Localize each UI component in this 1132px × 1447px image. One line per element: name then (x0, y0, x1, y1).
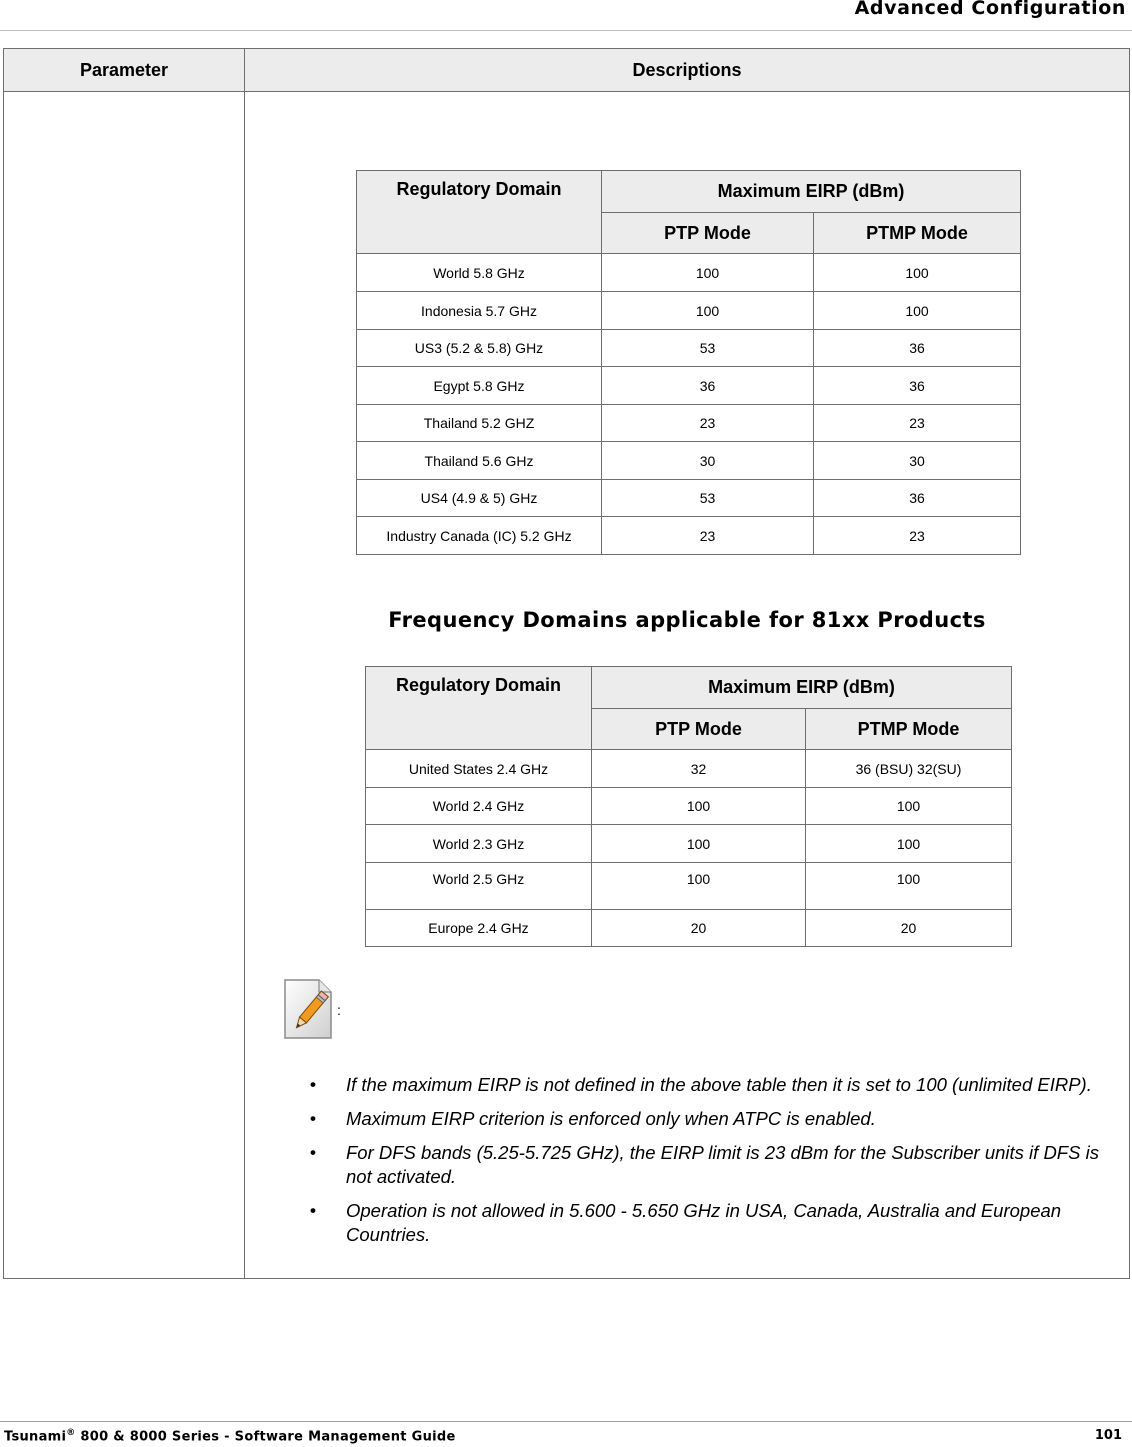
table1-cell-ptp: 36 (602, 367, 814, 405)
table1-cell-ptp: 100 (602, 254, 814, 292)
table2-cell-ptp: 100 (592, 825, 806, 863)
table1-cell-ptmp: 36 (814, 367, 1021, 405)
table2-cell-domain: Europe 2.4 GHz (366, 910, 592, 947)
bullet-mark: • (310, 1143, 316, 1162)
table-row (357, 254, 1021, 292)
footer-reg-mark: ® (66, 1428, 76, 1438)
column-header-descriptions: Descriptions (632, 60, 742, 80)
table2-col-ptmp-mode: PTMP Mode (806, 709, 1012, 750)
table2-col-ptp-mode: PTP Mode (592, 709, 806, 750)
table1-cell-ptmp: 100 (814, 292, 1021, 330)
table1-col-ptp-mode: PTP Mode (602, 213, 814, 254)
column-header-parameter: Parameter (79, 60, 169, 80)
page-header (0, 0, 1132, 31)
table1-col-regulatory-domain: Regulatory Domain (357, 171, 602, 254)
table1-cell-domain: US3 (5.2 & 5.8) GHz (357, 330, 602, 367)
table2-col-regulatory-domain: Regulatory Domain (366, 667, 592, 750)
footer-guide: 800 & 8000 Series - Software Management Guide (75, 1429, 456, 1445)
table-row (357, 405, 1021, 442)
section-heading-81xx: Frequency Domains applicable for 81xx Products (388, 608, 986, 632)
table2-cell-ptmp: 100 (806, 788, 1012, 825)
table2-cell-ptmp: 36 (BSU) 32(SU) (806, 750, 1012, 788)
table2-cell-ptp: 100 (592, 863, 806, 910)
table2-col-max-eirp: Maximum EIRP (dBm) (592, 667, 1012, 709)
bullet-mark: • (310, 1109, 316, 1128)
table2-cell-ptp: 20 (592, 910, 806, 947)
table1-cell-ptmp: 23 (814, 517, 1021, 555)
table-row (357, 292, 1021, 330)
footer-brand: Tsunami (4, 1429, 67, 1445)
bullet-mark: • (310, 1075, 316, 1094)
table-row (357, 480, 1021, 517)
table2-cell-ptp: 32 (592, 750, 806, 788)
footer-guide-title (4, 1428, 456, 1444)
note-label-colon: : (337, 1002, 341, 1018)
table-row (357, 517, 1021, 555)
table1-cell-ptp: 23 (602, 517, 814, 555)
eirp-table-81xx (365, 666, 1012, 947)
table1-cell-ptmp: 100 (814, 254, 1021, 292)
note-item-text: If the maximum EIRP is not defined in the above table then it is set to 100 (unlimited EIRP). (346, 1074, 1092, 1095)
table-row (366, 788, 1012, 825)
table1-cell-domain: US4 (4.9 & 5) GHz (357, 480, 602, 517)
table1-col-max-eirp: Maximum EIRP (dBm) (602, 171, 1021, 213)
note-item-text: For DFS bands (5.25-5.725 GHz), the EIRP limit is 23 dBm for the Subscriber units if DFS is not activated. (346, 1142, 1099, 1187)
table1-cell-ptmp: 36 (814, 480, 1021, 517)
list-item (310, 1107, 1120, 1131)
table-row (366, 825, 1012, 863)
note-item-text: Maximum EIRP criterion is enforced only when ATPC is enabled. (346, 1108, 876, 1129)
table2-cell-domain: World 2.4 GHz (366, 788, 592, 825)
table1-cell-domain: Egypt 5.8 GHz (357, 367, 602, 405)
note-item-text: Operation is not allowed in 5.600 - 5.650 GHz in USA, Canada, Australia and European Countries. (346, 1200, 1062, 1245)
list-item (310, 1073, 1120, 1097)
footer-rule (0, 1421, 1132, 1422)
table-row (366, 910, 1012, 947)
table-row (357, 442, 1021, 480)
table-row (366, 863, 1012, 910)
table2-cell-ptp: 100 (592, 788, 806, 825)
table-row (357, 367, 1021, 405)
table2-cell-ptmp: 20 (806, 910, 1012, 947)
list-item (310, 1199, 1120, 1247)
table-row (366, 750, 1012, 788)
eirp-table-5ghz (356, 170, 1021, 555)
table1-cell-ptmp: 30 (814, 442, 1021, 480)
table1-cell-ptmp: 36 (814, 330, 1021, 367)
list-item (310, 1141, 1120, 1189)
table1-cell-domain: World 5.8 GHz (357, 254, 602, 292)
table1-cell-domain: Thailand 5.2 GHZ (357, 405, 602, 442)
page-header-title: Advanced Configuration (854, 0, 1126, 19)
page-number: 101 (1094, 1428, 1122, 1443)
table2-cell-domain: World 2.3 GHz (366, 825, 592, 863)
table2-cell-domain: United States 2.4 GHz (366, 750, 592, 788)
table2-cell-ptmp: 100 (806, 863, 1012, 910)
table2-cell-ptmp: 100 (806, 825, 1012, 863)
table1-cell-ptp: 30 (602, 442, 814, 480)
column-divider (244, 49, 245, 1279)
table1-cell-domain: Indonesia 5.7 GHz (357, 292, 602, 330)
table1-cell-ptmp: 23 (814, 405, 1021, 442)
table2-cell-domain: World 2.5 GHz (366, 863, 592, 910)
table1-cell-ptp: 53 (602, 480, 814, 517)
note-list (310, 1073, 1120, 1257)
table1-col-ptmp-mode: PTMP Mode (814, 213, 1021, 254)
bullet-mark: • (310, 1201, 316, 1220)
note-pencil-icon (281, 978, 337, 1040)
table1-cell-domain: Thailand 5.6 GHz (357, 442, 602, 480)
table1-cell-ptp: 100 (602, 292, 814, 330)
table1-cell-ptp: 23 (602, 405, 814, 442)
table-row (357, 330, 1021, 367)
table1-cell-ptp: 53 (602, 330, 814, 367)
table1-cell-domain: Industry Canada (IC) 5.2 GHz (357, 517, 602, 555)
